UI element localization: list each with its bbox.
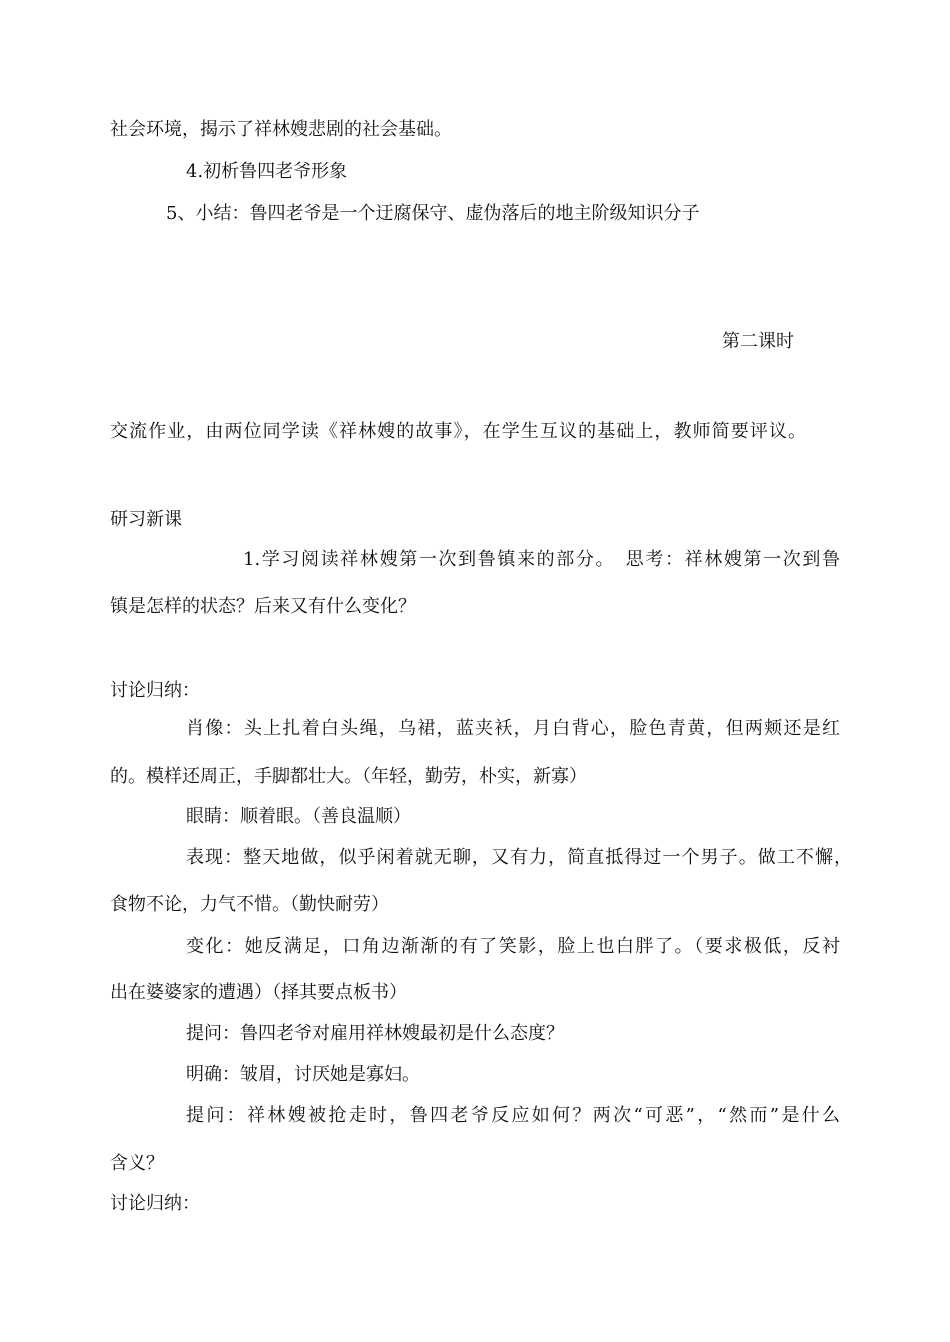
discussion-heading: 讨论归纳： xyxy=(110,1193,200,1214)
text-line: 的。模样还周正，手脚都壮大。（年轻，勤劳，朴实，新寡） xyxy=(110,766,587,787)
summary-line: 5、小结：鲁四老爷是一个迂腐保守、虚伪落后的地主阶级知识分子 xyxy=(166,203,700,224)
text-line: 出在婆婆家的遭遇）（择其要点板书） xyxy=(110,982,407,1003)
text-line: 交流作业，由两位同学读《祥林嫂的故事》，在学生互议的基础上，教师简要评议。 xyxy=(110,421,806,442)
text-line: 肖像：头上扎着白头绳，乌裙，蓝夹袄，月白背心，脸色青黄，但两颊还是红 xyxy=(186,718,840,739)
answer-line: 明确：皱眉，讨厌她是寡妇。 xyxy=(186,1064,420,1085)
text-line: 镇是怎样的状态？后来又有什么变化？ xyxy=(110,596,416,617)
lesson-title: 第二课时 xyxy=(722,331,794,352)
text-line: 社会环境，揭示了祥林嫂悲剧的社会基础。 xyxy=(110,119,452,140)
question-line: 提问：祥林嫂被抢走时，鲁四老爷反应如何？两次“可恶”，“然而”是什么 xyxy=(186,1105,840,1126)
text-line: 眼睛：顺着眼。（善良温顺） xyxy=(186,806,411,827)
text-line: 表现：整天地做，似乎闲着就无聊，又有力，简直抵得过一个男子。做工不懈， xyxy=(186,847,852,868)
discussion-heading: 讨论归纳： xyxy=(110,680,200,701)
text-line: 变化：她反满足，口角边渐渐的有了笑影，脸上也白胖了。（要求极低，反衬 xyxy=(186,936,840,957)
text-line: 含义？ xyxy=(110,1153,164,1174)
text-line: 食物不论，力气不惜。（勤快耐劳） xyxy=(110,894,389,915)
text-line: 1.学习阅读祥林嫂第一次到鲁镇来的部分。 思考：祥林嫂第一次到鲁 xyxy=(243,549,840,570)
section-heading: 4.初析鲁四老爷形象 xyxy=(186,161,348,182)
section-heading: 研习新课 xyxy=(110,509,182,530)
question-line: 提问：鲁四老爷对雇用祥林嫂最初是什么态度？ xyxy=(186,1023,564,1044)
